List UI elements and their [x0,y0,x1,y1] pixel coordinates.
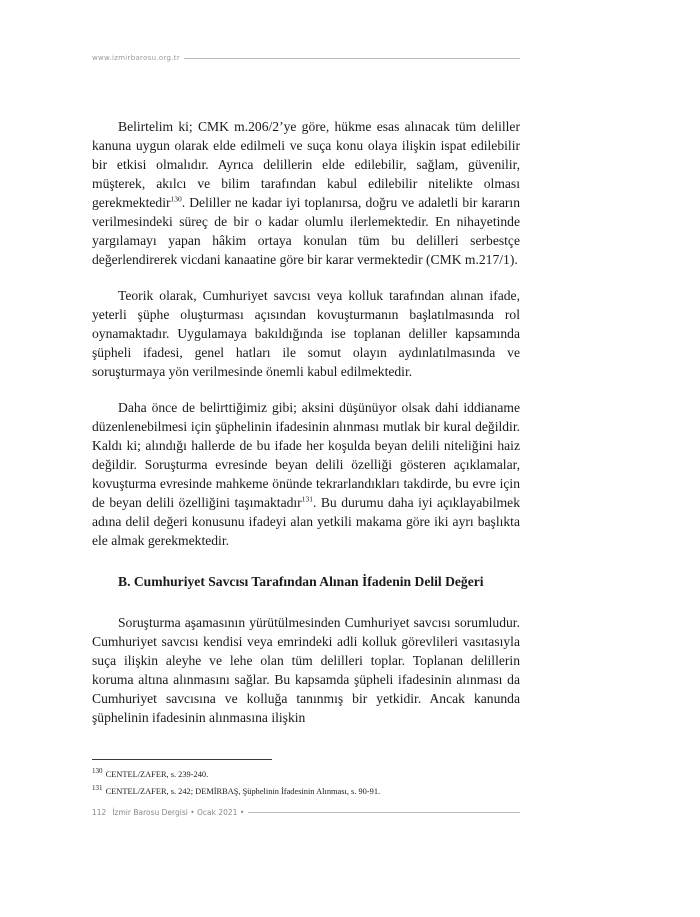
paragraph-3-part-b: . Bu durumu daha iyi açıklayabilmek adına delil değeri konusunu ifadeyi alan yetkili makama göre iki ayrı başlıkta ele almak gerekmektedir. [92,495,521,548]
page-number: 112 [92,808,107,817]
running-header [92,54,520,62]
paragraph-1-part-b: . Deliller ne kadar iyi toplanırsa, doğru ve adaletli bir kararın verilmesindeki süreç de bir o kadar olumlu ilerlemektedir. En nihayetinde yargılamayı yapan hâkim ortaya konulan tüm bu delilleri serbestçe değerlendirerek vicdani kanaatine göre bir karar vermektedir (CMK m.217/1). [92,195,520,267]
footer-rule [248,812,520,813]
paragraph-1 [92,117,520,269]
footnote-number: 130 [92,767,103,776]
running-footer [92,808,520,817]
footnote-ref-130[interactable]: 130 [170,194,182,204]
paragraph-4: Soruşturma aşamasının yürütülmesinden Cumhuriyet savcısı sorumludur. Cumhuriyet savcısı kendisi veya emrindeki adli kolluk görevlileri vasıtasıyla suça ilişkin aleyhe ve lehe olan tüm delilleri toplar. Toplanan delillerin koruma altına alınmasını sağlar. Bu kapsamda şüpheli ifadesinin alınması da Cumhuriyet savcısına ve kolluğa tanınmış bir yetkidir. Ancak kanunda şüphelinin ifadesinin alınmasına ilişkin [92,615,520,725]
footnotes [92,766,520,800]
section-heading: B. Cumhuriyet Savcısı Tarafından Alınan İfadenin Delil Değeri [118,574,484,589]
main-text [92,117,520,727]
journal-name: İzmir Barosu Dergisi • Ocak 2021 • [112,808,245,817]
header-url[interactable]: www.izmirbarosu.org.tr [92,54,180,62]
footnote-text: CENTEL/ZAFER, s. 239-240. [105,770,209,779]
footer-label [92,808,248,817]
footnote-ref-131[interactable]: 131 [301,494,313,504]
paragraph-1-part-a: Belirtelim ki; CMK m.206/2’ye göre, hükme esas alınacak tüm deliller kanuna uygun olarak elde edilmeli ve suça konu olaya ilişkin ispat edilebilir bir etkisi olmalıdır. Ayrıca delillerin elde edilebilir, sağlam, güvenilir, müşterek, akılcı ve bilim tarafından kabul edilebilir nitelikte olması gerekmektedir [92,119,520,210]
footnote-text: CENTEL/ZAFER, s. 242; DEMİRBAŞ, Şüphelinin İfadesinin Alınması, s. 90-91. [105,787,381,796]
header-rule [184,58,520,59]
paragraph-3-part-a: Daha önce de belirttiğimiz gibi; aksini düşünüyor olsak dahi iddianame düzenlenebilmesi için şüphelinin ifadesinin alınması mutlak bir kural değildir. Kaldı ki; alındığı hallerde de bu ifade her koşulda beyan delili niteliğini haiz değildir. Soruşturma evresinde beyan delili özelliği gösteren açıklamalar, kovuşturma evresinde mahkeme önünde tekrarlandıkları takdirde, bu evre için de beyan delili özelliğini taşımaktadır [92,400,520,510]
paragraph-2: Teorik olarak, Cumhuriyet savcısı veya kolluk tarafından alınan ifade, yeterli şüphe oluşturması açısından kovuşturmanın başlatılmasında rol oynamaktadır. Uygulamaya bakıldığında ise toplanan deliller kapsamında şüpheli ifadesi, genel hatları ile somut olayın aydınlatılmasında ve soruşturmaya yön verilmesinde önemli kabul edilmektedir. [92,288,520,379]
footnote-number: 131 [92,784,103,793]
footnote-131 [92,783,520,800]
footnote-130 [92,766,520,783]
footnote-separator [92,759,272,760]
paragraph-3 [92,398,520,550]
